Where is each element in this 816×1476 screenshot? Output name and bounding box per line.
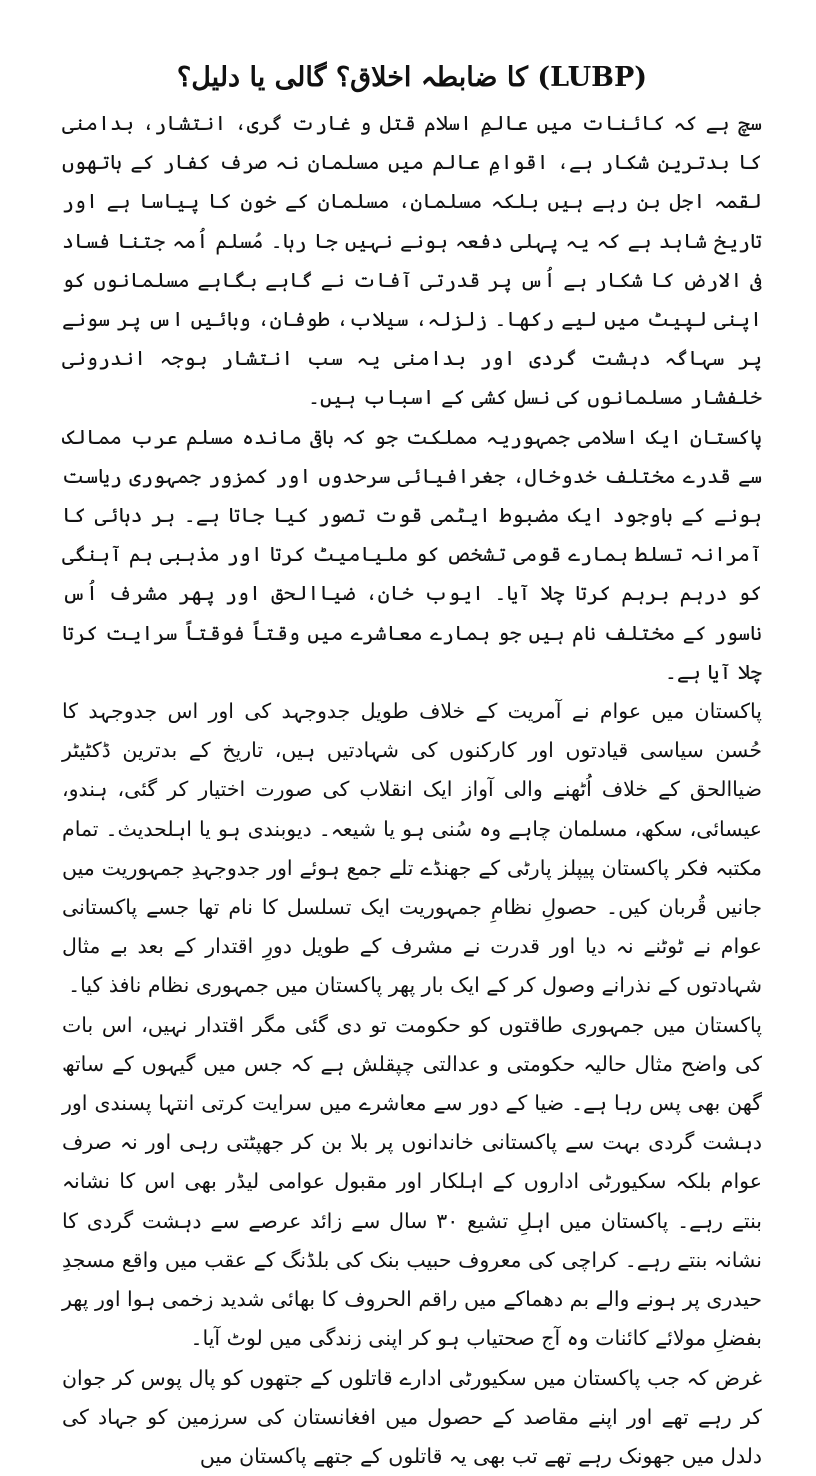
document-title: (LUBP) کا ضابطہ اخلاق؟ گالی یا دلیل؟ xyxy=(62,58,762,98)
paragraph-2: پاکستان ایک اسلامی جمہوریہ مملکت جو کہ باقی ماندہ مسلم عرب ممالک سے قدرے مختلف خدوخال، جغرافیائی سرحدوں اور کمزور جمہوری ریاست ہونے کے باوجود ایک مضبوط ایٹمی قوت تصور کیا جاتا ہے۔ ہر دہائی کا آمرانہ تسلط ہمارے قومی تشخص کو ملیامیٹ کرتا اور مذہبی ہم آہنگی کو درہم برہم کرتا چلا آیا۔ ایوب خان، ضیاالحق اور پھر مشرف اُس ناسور کے مختلف نام ہیں جو ہمارے معاشرے میں وقتاً فوقتاً سرایت کرتا چلا آیا ہے۔ xyxy=(62,418,762,692)
paragraph-5: غرض کہ جب پاکستان میں سکیورٹی ادارے قاتلوں کے جتھوں کو پال پوس کر جوان کر رہے تھے اور اپنے مقاصد کے حصول میں افغانستان کی سرزمین کو جہاد کی دلدل میں جھونک رہے تھے تب بھی یہ قاتلوں کے جتھے پاکستان میں xyxy=(62,1359,762,1476)
paragraph-3: پاکستان میں عوام نے آمریت کے خلاف طویل جدوجہد کی اور اس جدوجہد کا حُسن سیاسی قیادتوں اور کارکنوں کی شہادتیں ہیں، تاریخ کے بدترین ڈکٹیٹر ضیاالحق کے خلاف اُٹھنے والی آواز ایک انقلاب کی صورت اختیار کر گئی، ہندو، عیسائی، سکھ، مسلمان چاہے وہ سُنی ہو یا شیعہ۔ دیوبندی ہو یا اہلحدیث۔ تمام مکتبہ فکر پاکستان پیپلز پارٹی کے جھنڈے تلے جمع ہوئے اور جدوجہدِ جمہوریت میں جانیں قُربان کیں۔ حصولِ نظامِ جمہوریت ایک تسلسل کا نام تھا جسے پاکستانی عوام نے ٹوٹنے نہ دیا اور قدرت نے مشرف کے طویل دورِ اقتدار کے بعد بے مثال شہادتوں کے نذرانے وصول کر کے ایک بار پھر پاکستان میں جمہوری نظام نافذ کیا۔ xyxy=(62,692,762,1006)
paragraph-4: پاکستان میں جمہوری طاقتوں کو حکومت تو دی گئی مگر اقتدار نہیں، اس بات کی واضح مثال حالیہ حکومتی و عدالتی چپقلش ہے کہ جس میں گیہوں کے ساتھ گھن بھی پس رہا ہے۔ ضیا کے دور سے معاشرے میں سرایت کرتی انتہا پسندی اور دہشت گردی بہت سے پاکستانی خاندانوں پر بلا بن کر جھپٹتی رہی اور نہ صرف عوام بلکہ سکیورٹی اداروں کے اہلکار اور مقبول عوامی لیڈر بھی اس کا نشانہ بنتے رہے۔ پاکستان میں اہلِ تشیع ۳۰ سال سے زائد عرصے سے دہشت گردی کا نشانہ بنتے رہے۔ کراچی کی معروف حبیب بنک کی بلڈنگ کے عقب میں واقع مسجدِ حیدری پر ہونے والے بم دھماکے میں راقم الحروف کا بھائی شدید زخمی ہوا اور پھر بفضلِ مولائے کائنات وہ آج صحتیاب ہو کر اپنی زندگی میں لوٹ آیا۔ xyxy=(62,1006,762,1359)
paragraph-1: سچ ہے کہ کائنات میں عالمِ اسلام قتل و غارت گری، انتشار، بدامنی کا بدترین شکار ہے، اقوامِ عالم میں مسلمان نہ صرف کفار کے ہاتھوں لقمہ اجل بن رہے ہیں بلکہ مسلمان، مسلمان کے خون کا پیاسا ہے اور تاریخ شاہد ہے کہ یہ پہلی دفعہ ہونے نہیں جا رہا۔ مُسلم اُمہ جتنا فساد فی الارض کا شکار ہے اُس پر قدرتی آفات نے گاہے بگاہے مسلمانوں کو اپنی لپیٹ میں لیے رکھا۔ زلزلہ، سیلاب، طوفان، وبائیں اس پر سونے پر سہاگہ دہشت گردی اور بدامنی یہ سب انتشار بوجہ اندرونی خلفشار مسلمانوں کی نسل کشی کے اسباب ہیں۔ xyxy=(62,104,762,418)
document-page xyxy=(62,58,762,1328)
